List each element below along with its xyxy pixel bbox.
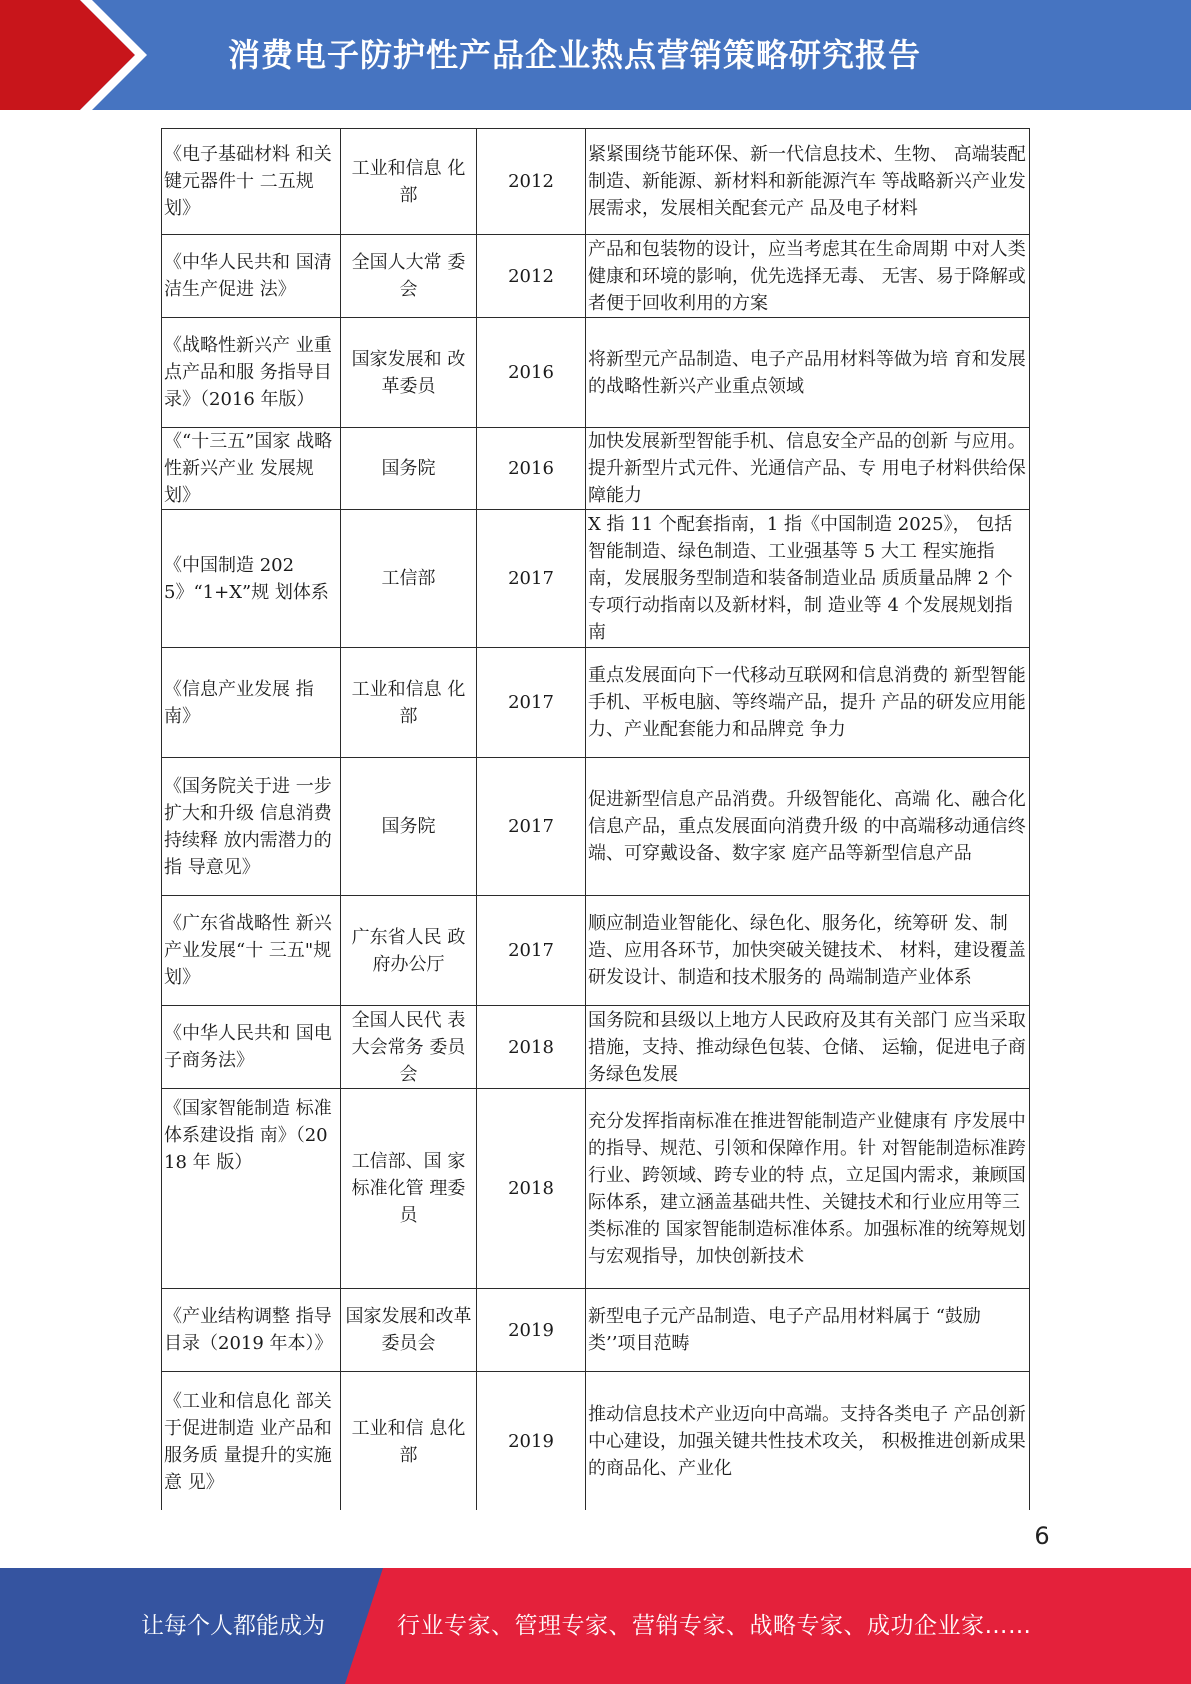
policy-name-cell: 《产业结构调整 指导目录（2019 年本）》: [162, 1289, 341, 1372]
year-cell: 2017: [477, 510, 586, 648]
year-cell: 2012: [477, 129, 586, 235]
year-cell: 2017: [477, 896, 586, 1006]
table-row: [162, 648, 1030, 758]
policy-content-cell: 国务院和县级以上地方人民政府及其有关部门 应当采取措施，支持、推动绿色包装、仓储、 运输，促进电子商务绿色发展: [586, 1006, 1030, 1089]
issuing-department-cell: 全国人大常 委会: [341, 235, 477, 318]
page-number: 6: [1034, 1522, 1050, 1550]
footer-slogan-right: 行业专家、管理专家、营销专家、战略专家、成功企业家……: [397, 1613, 1032, 1639]
issuing-department-cell: 工业和信 息化部: [341, 1372, 477, 1511]
table-row: [162, 428, 1030, 510]
page-header: [0, 0, 1191, 110]
table-row: [162, 510, 1030, 648]
table-row: [162, 1006, 1030, 1089]
issuing-department-cell: 工信部: [341, 510, 477, 648]
table-row: [162, 758, 1030, 896]
policy-content-cell: 加快发展新型智能手机、信息安全产品的创新 与应用。提升新型片式元件、光通信产品、专 用电子材料供给保障能力: [586, 428, 1030, 510]
policy-content-cell: 顺应制造业智能化、绿色化、服务化，统筹研 发、制造、应用各环节，加快突破关键技术、 材料，建设覆盖研发设计、制造和技术服务的 咼端制造产业体系: [586, 896, 1030, 1006]
policy-name-cell: 《中国制造 2025》“1+X”规 划体系: [162, 510, 341, 648]
table-row: [162, 896, 1030, 1006]
issuing-department-cell: 工信部、国 家标准化管 理委员: [341, 1089, 477, 1289]
table-row: [162, 1372, 1030, 1511]
year-cell: 2018: [477, 1006, 586, 1089]
policy-content-cell: 产品和包装物的设计，应当考虑其在生命周期 中对人类健康和环境的影响，优先选择无毒、 无害、易于降解或者便于回收利用的方案: [586, 235, 1030, 318]
policy-name-cell: 《国家智能制造 标准体系建设指 南》（2018 年 版）: [162, 1089, 341, 1289]
year-cell: 2019: [477, 1372, 586, 1511]
policy-name-cell: 《工业和信息化 部关于促进制造 业产品和服务质 量提升的实施意 见》: [162, 1372, 341, 1511]
policy-name-cell: 《“十三五”国家 战略性新兴产业 发展规划》: [162, 428, 341, 510]
policy-name-cell: 《信息产业发展 指南》: [162, 648, 341, 758]
policy-content-cell: 促进新型信息产品消费。升级智能化、高端 化、融合化信息产品，重点发展面向消费升级 的中高端移动通信终端、可穿戴设备、数字家 庭产品等新型信息产品: [586, 758, 1030, 896]
year-cell: 2012: [477, 235, 586, 318]
year-cell: 2018: [477, 1089, 586, 1289]
year-cell: 2017: [477, 648, 586, 758]
issuing-department-cell: 国家发展和 改革委员: [341, 318, 477, 428]
issuing-department-cell: 全国人民代 表大会常务 委员会: [341, 1006, 477, 1089]
year-cell: 2017: [477, 758, 586, 896]
issuing-department-cell: 广东省人民 政府办公厅: [341, 896, 477, 1006]
policy-content-cell: 新型电子元产品制造、电子产品用材料属于 “鼓励类’’项目范畴: [586, 1289, 1030, 1372]
issuing-department-cell: 工业和信息 化部: [341, 648, 477, 758]
table-row: [162, 1089, 1030, 1289]
policy-table: [161, 128, 1030, 1510]
issuing-department-cell: 国务院: [341, 428, 477, 510]
header-chevron-decoration: [0, 0, 160, 110]
table-row: [162, 129, 1030, 235]
report-title: 消费电子防护性产品企业热点营销策略研究报告: [228, 36, 922, 74]
policy-content-cell: 充分发挥指南标准在推进智能制造产业健康有 序发展中的指导、规范、引领和保障作用。针 对智能制造标准跨行业、跨领域、跨专业的特 点，立足国内需求，兼顾国际体系，建立涵盖基础共性、关键技术和行业应用等三类标准的 国家智能制造标准体系。加强标准的统筹规划 与宏观指导，加快创新技术: [586, 1089, 1030, 1289]
table-row: [162, 318, 1030, 428]
policy-content-cell: 重点发展面向下一代移动互联网和信息消费的 新型智能手机、平板电脑、等终端产品，提升 产品的研发应用能力、产业配套能力和品牌竞 争力: [586, 648, 1030, 758]
policy-content-cell: 将新型元产品制造、电子产品用材料等做为培 育和发展的战略性新兴产业重点领域: [586, 318, 1030, 428]
policy-content-cell: X 指 11 个配套指南，1 指《中国制造 2025》， 包括智能制造、绿色制造、工业强基等 5 大工 程实施指南，发展服务型制造和装备制造业品 质质量品牌 2 个专项行动指南以及新材料，制 造业等 4 个发展规划指南: [586, 510, 1030, 648]
policy-name-cell: 《战略性新兴产 业重点产品和服 务指导目录》（2016 年版）: [162, 318, 341, 428]
year-cell: 2016: [477, 318, 586, 428]
table-row: [162, 235, 1030, 318]
policy-table-container: [161, 128, 1030, 1510]
policy-content-cell: 推动信息技术产业迈向中高端。支持各类电子 产品创新中心建设，加强关键共性技术攻关， 积极推进创新成果的商品化、产业化: [586, 1372, 1030, 1511]
footer-slogan-left: 让每个人都能成为: [141, 1613, 325, 1639]
policy-name-cell: 《中华人民共和 国清洁生产促进 法》: [162, 235, 341, 318]
issuing-department-cell: 国家发展和改革委员会: [341, 1289, 477, 1372]
policy-name-cell: 《电子基础材料 和关键元器件十 二五规划》: [162, 129, 341, 235]
policy-content-cell: 紧紧围绕节能环保、新一代信息技术、生物、 高端装配制造、新能源、新材料和新能源汽车 等战略新兴产业发展需求，发展相关配套元产 品及电子材料: [586, 129, 1030, 235]
policy-name-cell: 《中华人民共和 国电子商务法》: [162, 1006, 341, 1089]
table-row: [162, 1289, 1030, 1372]
issuing-department-cell: 工业和信息 化部: [341, 129, 477, 235]
policy-name-cell: 《广东省战略性 新兴产业发展“十 三五"规划》: [162, 896, 341, 1006]
year-cell: 2019: [477, 1289, 586, 1372]
issuing-department-cell: 国务院: [341, 758, 477, 896]
page-footer: [0, 1568, 1191, 1684]
year-cell: 2016: [477, 428, 586, 510]
policy-name-cell: 《国务院关于进 一步扩大和升级 信息消费持续释 放内需潜力的指 导意见》: [162, 758, 341, 896]
